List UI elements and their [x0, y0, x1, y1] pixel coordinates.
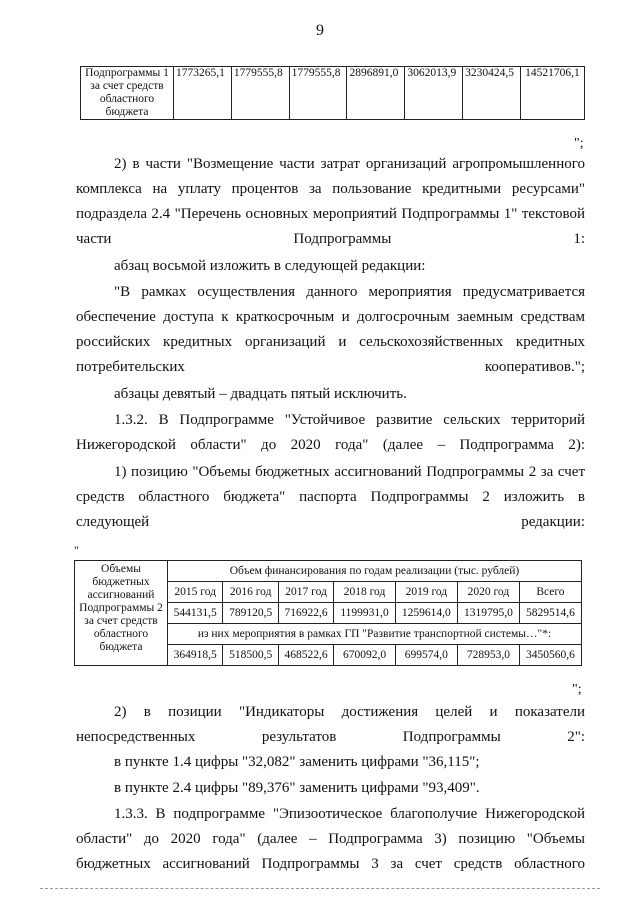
table-header-cell: 2020 год: [457, 582, 519, 603]
table-cell: 789120,5: [223, 603, 278, 624]
table-cell: 2896891,0: [347, 67, 405, 120]
closing-quote: ";: [572, 682, 582, 697]
table-cell-total: 14521706,1: [520, 67, 584, 120]
table-cell: 1319795,0: [457, 603, 519, 624]
table-row: [81, 67, 585, 120]
table-row-label: Подпрограммы 1 за счет средств областного бюджета: [81, 67, 174, 120]
table-cell-total: 5829514,6: [519, 603, 581, 624]
table-cell: 1199931,0: [334, 603, 396, 624]
table-cell: 699574,0: [395, 645, 457, 666]
table-cell: 3230424,5: [463, 67, 521, 120]
paragraph-item-2: 2) в части "Возмещение части затрат организаций агропромышленного комплекса на уплату процентов за пользование кредитными ресурсами" подраздела 2.4 "Перечень основных мероприятий Подпрограммы 1" текстовой части Подпрограммы 1:: [76, 156, 585, 247]
table-cell: 728953,0: [457, 645, 519, 666]
table-header: Объем финансирования по годам реализации (тыс. рублей): [168, 561, 582, 582]
table-header-cell: 2015 год: [168, 582, 223, 603]
paragraph-1-3-3: 1.3.3. В подпрограмме "Эпизоотическое благополучие Нижегородской области" до 2020 года" (далее – Подпрограмма 3) позицию "Объемы бюджетных ассигнований Подпрограммы 3 за счет средств областного: [76, 806, 585, 872]
table-cell: 1779555,8: [289, 67, 347, 120]
paragraph-instruction: абзац восьмой изложить в следующей редакции:: [114, 258, 426, 274]
table-cell: 468522,6: [278, 645, 333, 666]
table-cell: 3062013,9: [405, 67, 463, 120]
table-cell-total: 3450560,6: [519, 645, 581, 666]
closing-quote: ";: [574, 136, 584, 151]
budget-table-subprogram-2: [74, 560, 582, 666]
table-cell: 1773265,1: [174, 67, 232, 120]
table-row-label: Объемы бюджетных ассигнований Подпрограммы 2 за счет средств областного бюджета: [75, 561, 168, 666]
table-header-cell: Всего: [519, 582, 581, 603]
paragraph-item-2-indicators: 2) в позиции "Индикаторы достижения целей и показатели непосредственных результатов Подпрограммы 2":: [76, 704, 585, 745]
paragraph-1-3-2: 1.3.2. В Подпрограмме "Устойчивое развитие сельских территорий Нижегородской области" до 2020 года" (далее – Подпрограмма 2):: [76, 412, 585, 453]
page-bottom-divider: [40, 888, 600, 889]
table-cell: 1779555,8: [231, 67, 289, 120]
table-header-cell: 2019 год: [395, 582, 457, 603]
table-row: [75, 561, 582, 582]
page-number: 9: [316, 22, 324, 39]
table-cell: 518500,5: [223, 645, 278, 666]
table-cell: 1259614,0: [395, 603, 457, 624]
paragraph-quoted-text: "В рамках осуществления данного мероприятия предусматривается обеспечение доступа к краткосрочным и долгосрочным заемным средствам российских кредитных организаций и сельскохозяйственных кредитных потребительских кооперативов.";: [76, 284, 585, 375]
paragraph-point-2-4: в пункте 2.4 цифры "89,376" заменить цифрами "93,409".: [114, 780, 480, 796]
table-header-cell: 2018 год: [334, 582, 396, 603]
table-cell: 544131,5: [168, 603, 223, 624]
paragraph-point-1-4: в пункте 1.4 цифры "32,082" заменить цифрами "36,115";: [114, 754, 480, 770]
table-cell: 716922,6: [278, 603, 333, 624]
table-subheader: из них мероприятия в рамках ГП "Развитие транспортной системы…"*:: [168, 624, 582, 645]
paragraph-item-1: 1) позицию "Объемы бюджетных ассигнований Подпрограммы 2 за счет средств областного бюджета" паспорта Подпрограммы 2 изложить в следующей редакции:: [76, 464, 585, 530]
budget-table-subprogram-1: [80, 66, 585, 120]
opening-quote: ": [74, 543, 79, 557]
table-cell: 670092,0: [334, 645, 396, 666]
table-header-cell: 2016 год: [223, 582, 278, 603]
table-header-cell: 2017 год: [278, 582, 333, 603]
paragraph-exclusion: абзацы девятый – двадцать пятый исключить.: [114, 386, 407, 402]
table-cell: 364918,5: [168, 645, 223, 666]
